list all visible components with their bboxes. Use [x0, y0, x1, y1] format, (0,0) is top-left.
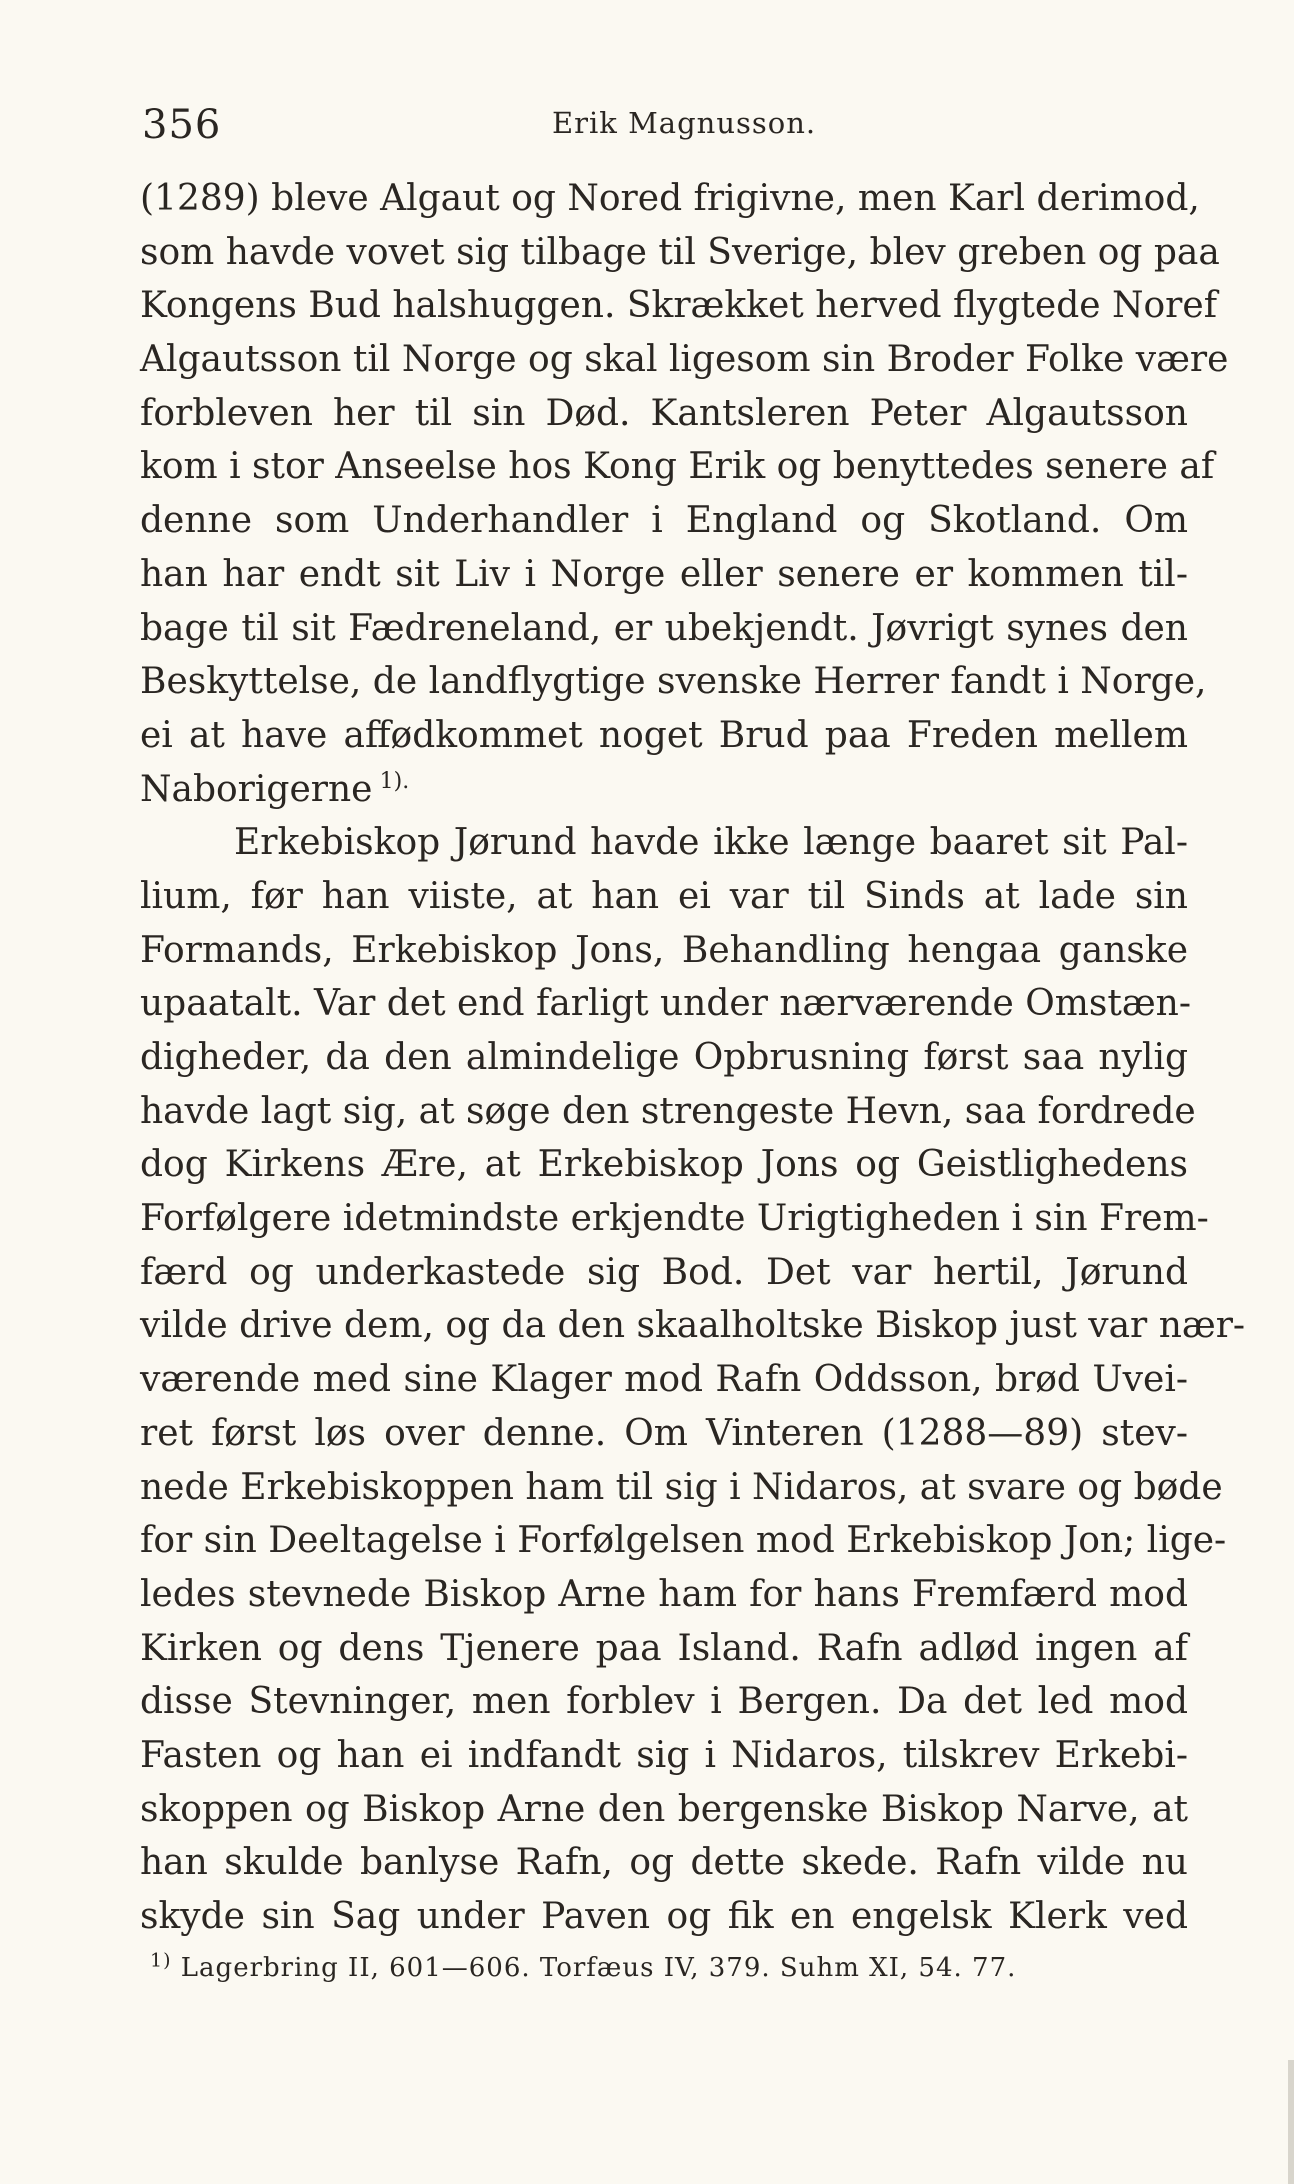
text-line: færd og underkastede sig Bod. Det var hertil, Jørund: [140, 1251, 1188, 1293]
footnote-marker: 1): [150, 1949, 172, 1972]
text-line: ledes stevnede Biskop Arne ham for hans Fremfærd mod: [140, 1573, 1188, 1615]
text-line-first: Erkebiskop Jørund havde ikke længe baaret sit Pal-: [234, 822, 1188, 864]
text-line: som havde vovet sig tilbage til Sverige, blev greben og paa: [140, 231, 1220, 273]
page-number: 356: [142, 102, 222, 148]
text-line: Kongens Bud halshuggen. Skrækket herved flygtede Noref: [140, 285, 1218, 327]
text-line: dog Kirkens Ære, at Erkebiskop Jons og Geistlighedens: [140, 1144, 1188, 1186]
footnote-reference: 1).: [379, 768, 410, 794]
text-line: upaatalt. Var det end farligt under nærværende Omstæn-: [140, 983, 1192, 1025]
text-line: ei at have affødkommet noget Brud paa Freden mellem: [140, 714, 1188, 756]
text-line: Fasten og han ei indfandt sig i Nidaros, tilskrev Erkebi-: [140, 1734, 1188, 1776]
text-line: havde lagt sig, at søge den strengeste Hevn, saa fordrede: [140, 1090, 1196, 1132]
text-line: denne som Underhandler i England og Skotland. Om: [140, 500, 1188, 542]
text-line: Algautsson til Norge og skal ligesom sin Broder Folke være: [140, 339, 1229, 381]
text-line: forbleven her til sin Død. Kantsleren Peter Algautsson: [140, 392, 1188, 434]
text-line: vilde drive dem, og da den skaalholtske Biskop just var nær-: [140, 1305, 1246, 1347]
page-edge-shadow: [1288, 2060, 1294, 2184]
text-line: ret først løs over denne. Om Vinteren (1288—89) stev-: [140, 1412, 1188, 1454]
text-line: han har endt sit Liv i Norge eller senere er kommen til-: [140, 553, 1188, 595]
text-line: (1289) bleve Algaut og Nored frigivne, men Karl derimod,: [140, 178, 1200, 219]
text-line: skyde sin Sag under Paven og fik en engelsk Klerk ved: [140, 1896, 1188, 1937]
footnote: [150, 1949, 1190, 1983]
text-line: Kirken og dens Tjenere paa Island. Rafn adlød ingen af: [140, 1627, 1188, 1669]
footnote-text: Lagerbring II, 601—606. Torfæus IV, 379. Suhm XI, 54. 77.: [180, 1953, 1017, 1983]
text-line: bage til sit Fædreneland, er ubekjendt. Jøvrigt synes den: [140, 607, 1188, 649]
text-line-last: [140, 763, 1188, 817]
text-line: han skulde banlyse Rafn, og dette skede. Rafn vilde nu: [140, 1842, 1188, 1884]
text-line: lium, før han viiste, at han ei var til Sinds at lade sin: [140, 875, 1188, 917]
text-line: Formands, Erkebiskop Jons, Behandling hengaa ganske: [140, 929, 1188, 971]
running-head: Erik Magnusson.: [552, 106, 817, 140]
text-line: Forfølgere idetmindste erkjendte Urigtigheden i sin Frem-: [140, 1198, 1209, 1240]
body-text: [140, 172, 1246, 1944]
text-line: værende med sine Klager mod Rafn Oddsson, brød Uvei-: [140, 1359, 1188, 1401]
text-line: nede Erkebiskoppen ham til sig i Nidaros, at svare og bøde: [140, 1466, 1223, 1508]
text-fragment: Naborigerne: [140, 768, 373, 810]
text-line: for sin Deeltagelse i Forfølgelsen mod Erkebiskop Jon; lige-: [140, 1520, 1227, 1562]
text-line: disse Stevninger, men forblev i Bergen. Da det led mod: [140, 1681, 1188, 1723]
text-line: skoppen og Biskop Arne den bergenske Biskop Narve, at: [140, 1788, 1188, 1830]
text-line: kom i stor Anseelse hos Kong Erik og benyttedes senere af: [140, 446, 1215, 488]
text-line: Beskyttelse, de landflygtige svenske Herrer fandt i Norge,: [140, 661, 1207, 703]
text-line: digheder, da den almindelige Opbrusning først saa nylig: [140, 1037, 1188, 1078]
page-header: [142, 96, 1202, 152]
